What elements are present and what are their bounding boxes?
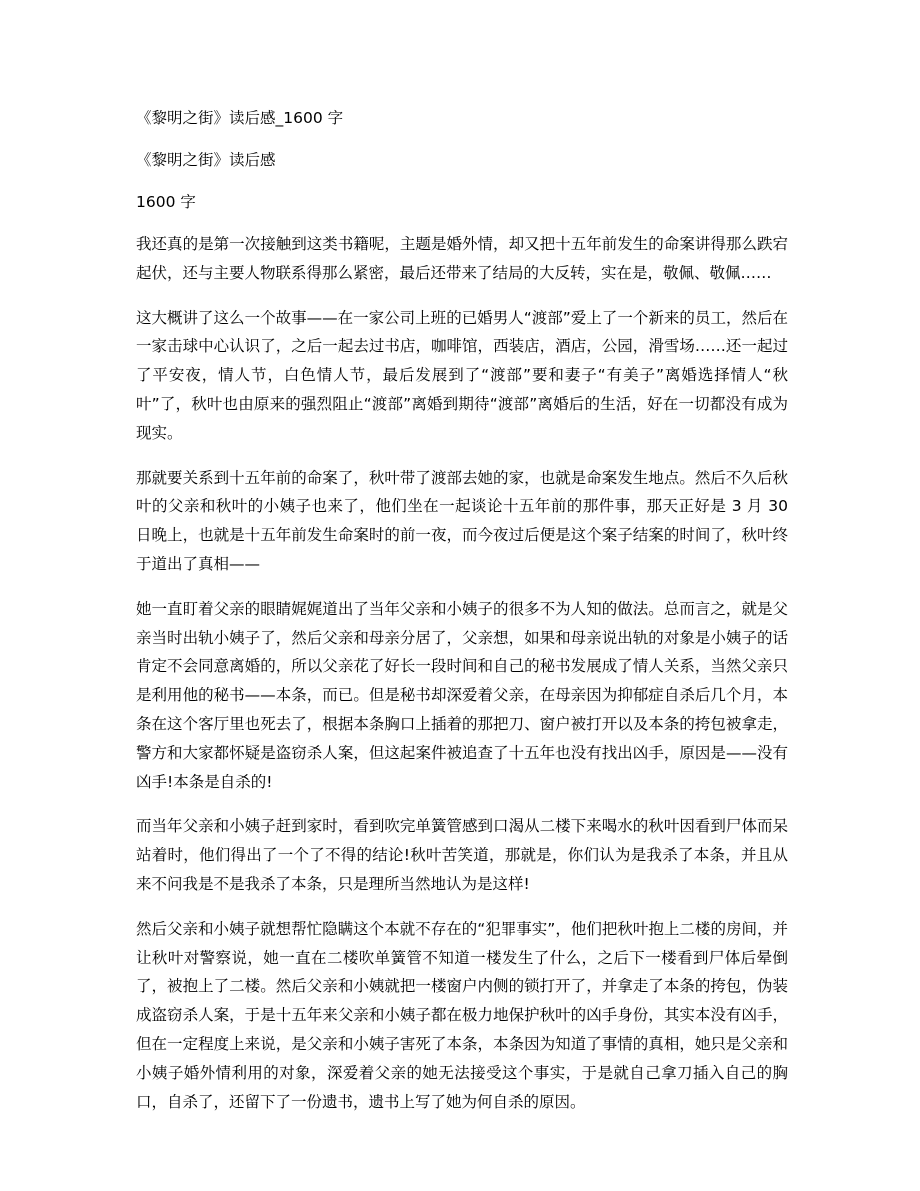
paragraph-5: 而当年父亲和小姨子赶到家时，看到吹完单簧管感到口渴从二楼下来喝水的秋叶因看到尸体而呆站着时，他们得出了一个了不得的结论!秋叶苦笑道，那就是，你们认为是我杀了本条，并且从来不问我是不是我杀了本条，只是理所当然地认为是这样! (136, 817, 788, 893)
paragraph-3: 那就要关系到十五年前的命案了，秋叶带了渡部去她的家，也就是命案发生地点。然后不久后秋叶的父亲和秋叶的小姨子也来了，他们坐在一起谈论十五年前的那件事，那天正好是 3 月 30 日晚上，也就是十五年前发生命案时的前一夜，而今夜过后便是这个案子结案的时间了，秋叶终于道出了真相—— (136, 468, 788, 573)
paragraph-4: 她一直盯着父亲的眼睛娓娓道出了当年父亲和小姨子的很多不为人知的做法。总而言之，就是父亲当时出轨小姨子了，然后父亲和母亲分居了，父亲想，如果和母亲说出轨的对象是小姨子的话肯定不会同意离婚的，所以父亲花了好长一段时间和自己的秘书发展成了情人关系，当然父亲只是利用他的秘书——本条，而已。但是秘书却深爱着父亲，在母亲因为抑郁症自杀后几个月，本条在这个客厅里也死去了，根据本条胸口上插着的那把刀、窗户被打开以及本条的挎包被拿走，警方和大家都怀疑是盗窃杀人案，但这起案件被追查了十五年也没有找出凶手，原因是——没有凶手!本条是自杀的! (136, 599, 788, 791)
paragraph-1: 我还真的是第一次接触到这类书籍呢，主题是婚外情，却又把十五年前发生的命案讲得那么跌宕起伏，还与主要人物联系得那么紧密，最后还带来了结局的大反转，实在是，敬佩、敬佩…… (136, 235, 788, 282)
paragraph-6: 然后父亲和小姨子就想帮忙隐瞒这个本就不存在的“犯罪事实”，他们把秋叶抱上二楼的房间，并让秋叶对警察说，她一直在二楼吹单簧管不知道一楼发生了什么，之后下一楼看到尸体后晕倒了，被抱上了二楼。然后父亲和小姨就把一楼窗户内侧的锁打开了，并拿走了本条的挎包，伪装成盗窃杀人案，于是十五年来父亲和小姨子都在极力地保护秋叶的凶手身份，其实本没有凶手，但在一定程度上来说，是父亲和小姨子害死了本条，本条因为知道了事情的真相，她只是父亲和小姨子婚外情利用的对象，深爱着父亲的她无法接受这个事实，于是就自己拿刀插入自己的胸口，自杀了，还留下了一份遗书，遗书上写了她为何自杀的原因。 (136, 919, 788, 1111)
word-count: 1600 字 (136, 193, 196, 211)
document-subtitle: 《黎明之街》读后感 (136, 151, 276, 169)
document-title: 《黎明之街》读后感_1600 字 (136, 109, 344, 127)
paragraph-2: 这大概讲了这么一个故事——在一家公司上班的已婚男人“渡部”爱上了一个新来的员工，然后在一家击球中心认识了，之后一起去过书店，咖啡馆，西装店，酒店，公园，滑雪场……还一起过了平安夜，情人节，白色情人节，最后发展到了“渡部”要和妻子“有美子”离婚选择情人“秋叶”了，秋叶也由原来的强烈阻止“渡部”离婚到期待“渡部”离婚后的生活，好在一切都没有成为现实。 (136, 308, 788, 442)
document-page (136, 104, 788, 1132)
